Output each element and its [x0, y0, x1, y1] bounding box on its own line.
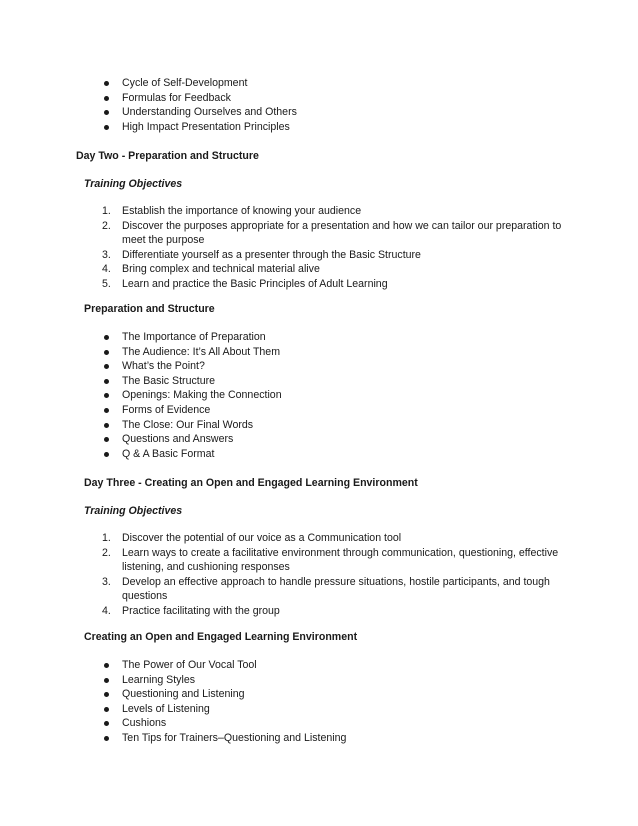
list-item [0, 277, 562, 292]
list-item: Understanding Ourselves and Others [0, 105, 297, 120]
list-text: Practice facilitating with the group [122, 604, 280, 617]
list-item: The Basic Structure [0, 374, 282, 389]
list-item: What’s the Point? [0, 359, 282, 374]
list-item: The Close: Our Final Words [0, 418, 282, 433]
list-item: High Impact Presentation Principles [0, 120, 297, 135]
list-number: 5. [102, 277, 111, 290]
list-item [0, 575, 562, 604]
day-two-topics-list [0, 330, 282, 461]
list-item [0, 604, 562, 619]
list-text: Differentiate yourself as a presenter through the Basic Structure [122, 248, 421, 261]
day-two-topics-heading: Preparation and Structure [84, 303, 215, 315]
day-two-objectives-heading: Training Objectives [84, 178, 183, 190]
list-item: Forms of Evidence [0, 403, 282, 418]
list-number: 1. [102, 532, 111, 544]
list-item: Levels of Listening [0, 702, 346, 717]
day-three-heading: Day Three - Creating an Open and Engaged Learning Environment [84, 477, 418, 489]
list-text: Establish the importance of knowing your audience [122, 205, 362, 217]
list-item [0, 262, 562, 277]
list-number: 3. [102, 575, 111, 588]
day-three-topics-heading: Creating an Open and Engaged Learning Environment [84, 631, 358, 643]
list-item: Learning Styles [0, 673, 346, 688]
day-two-heading: Day Two - Preparation and Structure [76, 150, 259, 162]
day-two-objectives-list [0, 204, 562, 292]
list-text: Discover the purposes appropriate for a presentation and how we can tailor our preparation to meet the purpose [122, 219, 562, 247]
list-item: Openings: Making the Connection [0, 388, 282, 403]
list-text: Discover the potential of our voice as a Communication tool [122, 532, 402, 544]
list-item [0, 546, 562, 575]
list-item [0, 204, 562, 219]
list-item: Cycle of Self-Development [0, 76, 297, 91]
day-three-topics-list [0, 658, 346, 746]
list-number: 2. [102, 546, 111, 559]
list-item: Q & A Basic Format [0, 447, 282, 462]
list-item: Cushions [0, 716, 346, 731]
list-text: Develop an effective approach to handle pressure situations, hostile participants, and tough questions [122, 575, 550, 603]
list-number: 1. [102, 205, 111, 217]
list-text: Learn and practice the Basic Principles of Adult Learning [122, 277, 388, 290]
day-three-objectives-list [0, 531, 562, 619]
list-number: 4. [102, 604, 111, 617]
list-item: Ten Tips for Trainers–Questioning and Listening [0, 731, 346, 746]
intro-bullet-list [0, 76, 297, 134]
list-number: 3. [102, 248, 111, 261]
list-item [0, 219, 562, 248]
list-item: The Power of Our Vocal Tool [0, 658, 346, 673]
list-number: 4. [102, 263, 111, 276]
list-item [0, 248, 562, 263]
list-item [0, 531, 562, 546]
day-three-objectives-heading: Training Objectives [84, 505, 183, 517]
list-item: Formulas for Feedback [0, 91, 297, 106]
list-text: Bring complex and technical material alive [122, 263, 320, 276]
list-text: Learn ways to create a facilitative environment through communication, questioning, effective listening, and cushioning responses [122, 546, 559, 574]
list-item: Questions and Answers [0, 432, 282, 447]
list-item: Questioning and Listening [0, 687, 346, 702]
list-number: 2. [102, 219, 111, 232]
list-item: The Importance of Preparation [0, 330, 282, 345]
list-item: The Audience: It’s All About Them [0, 345, 282, 360]
